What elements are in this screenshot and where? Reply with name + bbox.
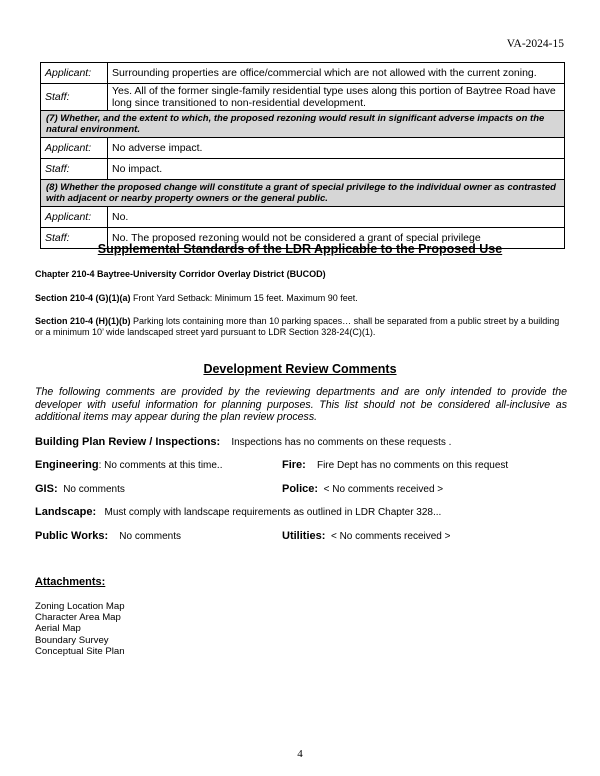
criterion-header: (8) Whether the proposed change will constitute a grant of special privilege to the individual owner as contrasted with adjacent or nearby property owners or the general public.: [41, 180, 565, 207]
review-fire: [282, 459, 508, 471]
section-label: Section 210-4 (G)(1)(a): [35, 293, 131, 303]
list-item: Aerial Map: [35, 623, 81, 635]
criterion-header: (7) Whether, and the extent to which, the proposed rezoning would result in significant adverse impacts on the natural environment.: [41, 111, 565, 138]
section-parking: [35, 316, 567, 338]
table-row: [41, 63, 565, 84]
response-text: No.: [108, 207, 565, 228]
chapter-heading-text: Chapter 210-4 Baytree-University Corridor Overlay District (BUCOD): [35, 269, 326, 279]
review-label: Landscape:: [35, 506, 97, 518]
criteria-table: [40, 62, 565, 249]
table-row: [41, 159, 565, 180]
review-engineering: [35, 459, 223, 471]
review-text: No comments: [119, 531, 181, 542]
review-label: Fire:: [282, 459, 306, 471]
review-landscape: [35, 506, 441, 518]
list-item: Character Area Map: [35, 612, 121, 624]
table-row: [41, 138, 565, 159]
review-building: [35, 436, 451, 448]
document-id: VA-2024-15: [506, 38, 564, 50]
role-label: Staff:: [41, 84, 108, 111]
review-text: No comments: [63, 484, 125, 495]
role-label: Staff:: [41, 228, 108, 249]
table-row: [41, 84, 565, 111]
review-label: Engineering: [35, 459, 99, 471]
review-label: GIS:: [35, 483, 58, 495]
review-utilities: [282, 530, 450, 542]
review-label: Utilities:: [282, 530, 326, 542]
section-label: Section 210-4 (H)(1)(b): [35, 316, 131, 326]
review-text: : No comments at this time..: [98, 460, 223, 471]
table-row: [41, 207, 565, 228]
role-label: Applicant:: [41, 207, 108, 228]
review-text: < No comments received >: [330, 531, 451, 542]
criterion-header-row: [41, 180, 565, 207]
review-label: Police:: [282, 483, 319, 495]
review-police: [282, 483, 443, 495]
page-number: 4: [297, 748, 303, 760]
review-text: < No comments received >: [323, 484, 444, 495]
list-item: Conceptual Site Plan: [35, 645, 125, 657]
attachments-title: Attachments:: [35, 576, 106, 588]
role-label: Staff:: [41, 159, 108, 180]
list-item: Zoning Location Map: [35, 601, 125, 612]
response-text: Yes. All of the former single-family residential type uses along this portion of Baytree Road have long since transitioned to non-residential development.: [108, 84, 565, 111]
attachments-list: [35, 601, 125, 657]
role-label: Applicant:: [41, 138, 108, 159]
response-text: No impact.: [108, 159, 565, 180]
supplemental-standards-title: Supplemental Standards of the LDR Applicable to the Proposed Use: [97, 242, 503, 256]
review-intro-paragraph: The following comments are provided by the reviewing departments and are only intended to provide the developer with useful information for planning purposes. This list should not be considered all-inclusive as additional items may appear during the plan review process.: [35, 386, 567, 423]
review-label: Public Works:: [35, 530, 109, 542]
response-text: No adverse impact.: [108, 138, 565, 159]
criterion-header-row: [41, 111, 565, 138]
role-label: Applicant:: [41, 63, 108, 84]
review-public-works: [35, 530, 181, 542]
review-gis: [35, 483, 125, 495]
review-comments-title: Development Review Comments: [203, 362, 397, 376]
section-setback: [35, 293, 567, 304]
section-text: Front Yard Setback: Minimum 15 feet. Maximum 90 feet.: [130, 293, 358, 303]
response-text: Surrounding properties are office/commercial which are not allowed with the current zoning.: [108, 63, 565, 84]
response-text: No. The proposed rezoning would not be considered a grant of special privilege: [108, 228, 565, 249]
section-text: Parking lots containing more than 10 parking spaces… shall be separated from a public street by a building or a minimum 10’ wide landscaped street yard pursuant to LDR Section 328-24(C)(1).: [35, 316, 560, 337]
list-item: Boundary Survey: [35, 634, 109, 646]
review-label: Building Plan Review / Inspections:: [35, 436, 221, 448]
review-text: Inspections has no comments on these requests .: [231, 437, 452, 448]
review-text: Fire Dept has no comments on this request: [316, 460, 509, 471]
chapter-heading: [35, 269, 567, 280]
review-text: Must comply with landscape requirements as outlined in LDR Chapter 328...: [104, 507, 442, 518]
